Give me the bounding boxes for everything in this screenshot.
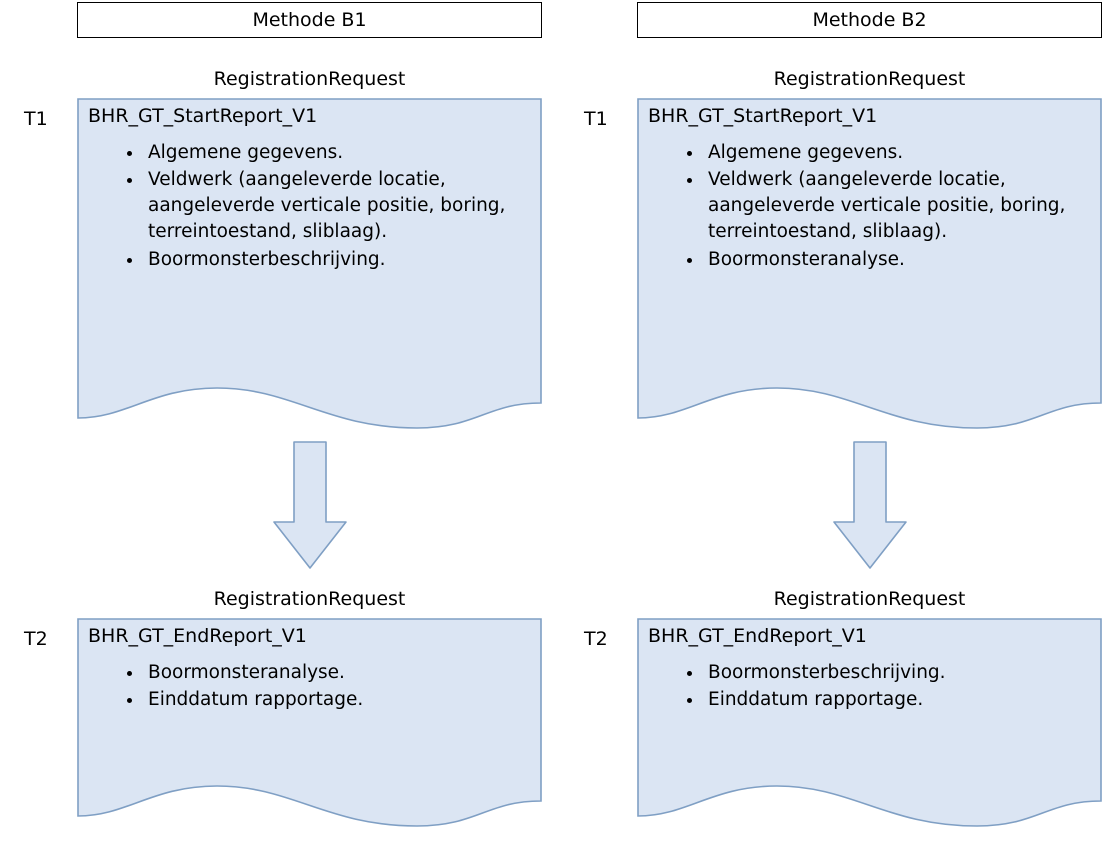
method-header-label: Methode B2 [812,8,927,31]
time-label-t2: T2 [24,628,48,650]
list-item: • Boormonsteranalyse. [704,247,1088,273]
document-item-list [88,140,528,273]
list-item: • Algemene gegevens. [144,140,528,166]
document-caption-t1: RegistrationRequest [773,68,966,90]
list-item: • Boormonsteranalyse. [144,660,528,686]
document-item-list [88,660,528,714]
method-header-b1 [77,2,542,38]
document-shape-end-report-b1 [77,618,542,836]
list-item: • Einddatum rapportage. [144,687,528,713]
document-title: BHR_GT_StartReport_V1 [648,105,878,127]
method-column-b2 [562,0,1082,842]
list-item: • Veldwerk (aangeleverde locatie, aangeleverde verticale positie, boring, terreintoestand, sliblaag). [704,167,1088,246]
list-item: • Boormonsterbeschrijving. [704,660,1088,686]
time-label-t1: T1 [584,108,608,130]
document-caption-t2: RegistrationRequest [773,588,966,610]
document-shape-start-report-b1 [77,98,542,438]
time-label-t1: T1 [24,108,48,130]
document-shape-start-report-b2 [637,98,1102,438]
method-header-label: Methode B1 [252,8,367,31]
document-item-list [648,140,1088,273]
list-item: • Einddatum rapportage. [704,687,1088,713]
method-header-b2 [637,2,1102,38]
document-title: BHR_GT_EndReport_V1 [88,625,307,647]
document-shape-end-report-b2 [637,618,1102,836]
flow-arrow-down-b2 [832,440,908,570]
time-label-t2: T2 [584,628,608,650]
list-item: • Algemene gegevens. [704,140,1088,166]
flow-arrow-down-b1 [272,440,348,570]
method-column-b1 [2,0,522,842]
document-title: BHR_GT_StartReport_V1 [88,105,318,127]
document-title: BHR_GT_EndReport_V1 [648,625,867,647]
document-item-list [648,660,1088,714]
list-item: • Veldwerk (aangeleverde locatie, aangeleverde verticale positie, boring, terreintoestand, sliblaag). [144,167,528,246]
document-caption-t2: RegistrationRequest [213,588,406,610]
document-caption-t1: RegistrationRequest [213,68,406,90]
list-item: • Boormonsterbeschrijving. [144,247,528,273]
